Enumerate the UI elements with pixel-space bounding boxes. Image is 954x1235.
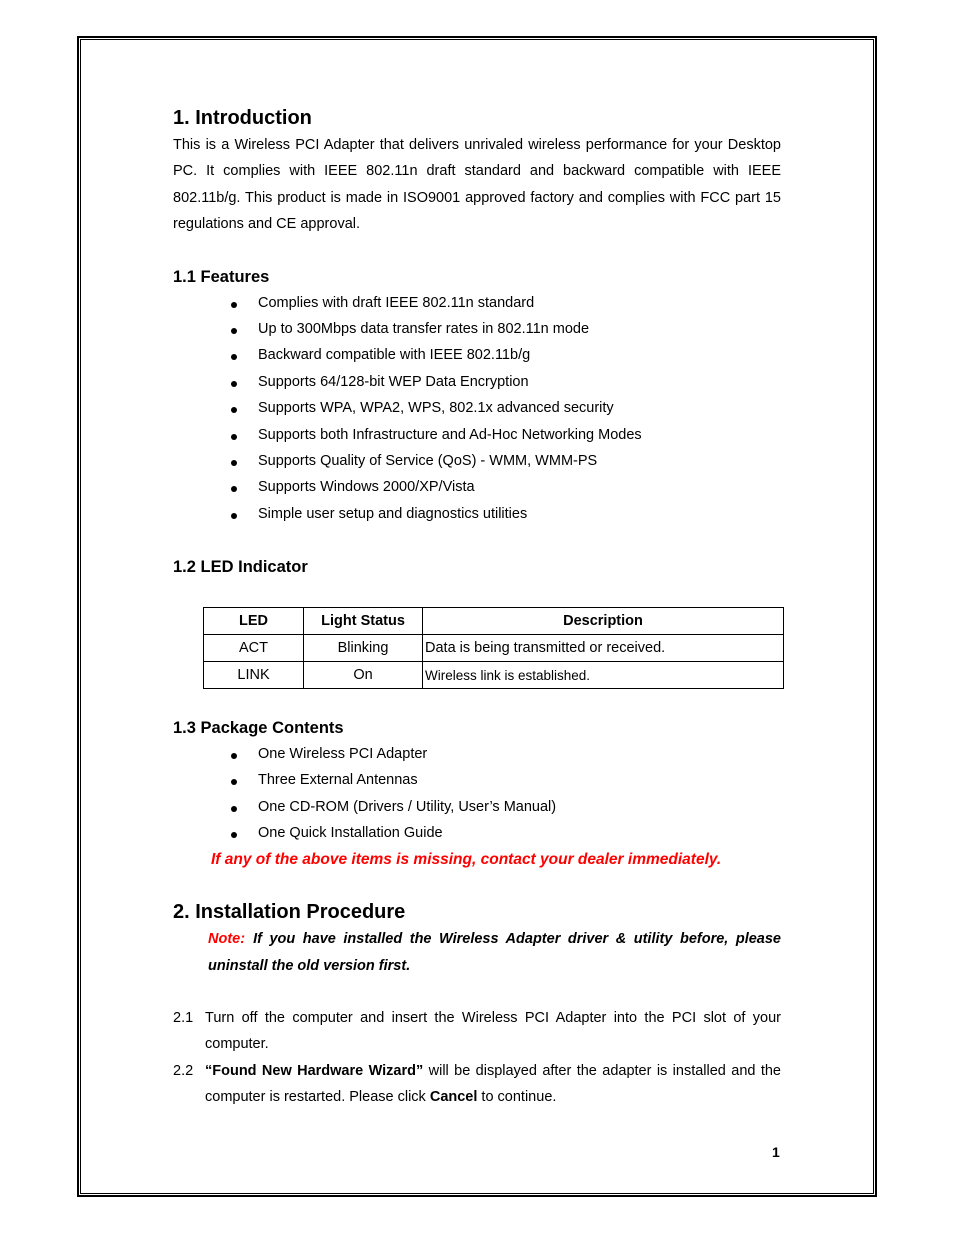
intro-line: 802.11b/g. This product is made in ISO9001 approved factory and complies with FCC part 15 <box>173 189 781 206</box>
note-line: uninstall the old version first. <box>208 957 411 974</box>
note-line <box>208 926 781 953</box>
table-header-cell: LED <box>204 608 304 635</box>
table-row <box>204 662 784 689</box>
table-cell: Wireless link is established. <box>423 662 784 689</box>
table-row <box>204 635 784 662</box>
led-table <box>203 607 784 689</box>
step-number: 2.2 <box>173 1063 194 1079</box>
bullet-icon <box>231 486 237 492</box>
bullet-icon <box>231 460 237 466</box>
bullet-icon <box>231 302 237 308</box>
step-number: 2.1 <box>173 1010 194 1026</box>
intro-line: regulations and CE approval. <box>173 215 361 232</box>
missing-items-warning: If any of the above items is missing, contact your dealer immediately. <box>211 851 722 868</box>
bullet-icon <box>231 381 237 387</box>
intro-heading: 1. Introduction <box>173 107 312 129</box>
intro-line: PC. It complies with IEEE 802.11n draft standard and backward compatible with IEEE <box>173 163 781 180</box>
package-heading: 1.3 Package Contents <box>173 719 344 737</box>
note-text: If you have installed the Wireless Adapter driver & utility before, please <box>253 931 781 947</box>
page-number: 1 <box>772 1144 780 1160</box>
table-header-cell: Description <box>423 608 784 635</box>
cancel-label: Cancel <box>429 1089 478 1106</box>
table-cell: Data is being transmitted or received. <box>423 635 784 662</box>
step-line: computer is restarted. Please click Cancel to continue. <box>205 1089 557 1106</box>
table-cell: LINK <box>204 662 304 689</box>
bullet-icon <box>231 407 237 413</box>
bullet-icon <box>231 806 237 812</box>
step-line: Turn off the computer and insert the Wireless PCI Adapter into the PCI slot of your <box>205 1010 781 1026</box>
features-heading: 1.1 Features <box>173 268 270 286</box>
table-cell: Blinking <box>304 635 423 662</box>
install-note <box>208 926 781 979</box>
intro-line: This is a Wireless PCI Adapter that delivers unrivaled wireless performance for your Desktop <box>173 137 781 153</box>
note-label: Note: <box>208 931 246 947</box>
bullet-icon <box>231 328 237 334</box>
table-header-cell: Light Status <box>304 608 423 635</box>
install-heading: 2. Installation Procedure <box>173 901 406 923</box>
table-cell: On <box>304 662 423 689</box>
step-line: computer. <box>205 1036 269 1053</box>
bullet-icon <box>231 753 237 759</box>
step-2-2 <box>205 1058 781 1111</box>
bullet-icon <box>231 513 237 519</box>
step-line: “Found New Hardware Wizard” will be displayed after the adapter is installed and the <box>205 1063 781 1079</box>
bullet-icon <box>231 779 237 785</box>
wizard-name: “Found New Hardware Wizard” <box>205 1063 424 1079</box>
step-2-1 <box>205 1005 781 1058</box>
led-heading: 1.2 LED Indicator <box>173 558 308 576</box>
intro-paragraph <box>173 132 781 237</box>
table-cell: ACT <box>204 635 304 662</box>
table-header-row <box>204 608 784 635</box>
bullet-icon <box>231 354 237 360</box>
bullet-icon <box>231 832 237 838</box>
bullet-icon <box>231 434 237 440</box>
